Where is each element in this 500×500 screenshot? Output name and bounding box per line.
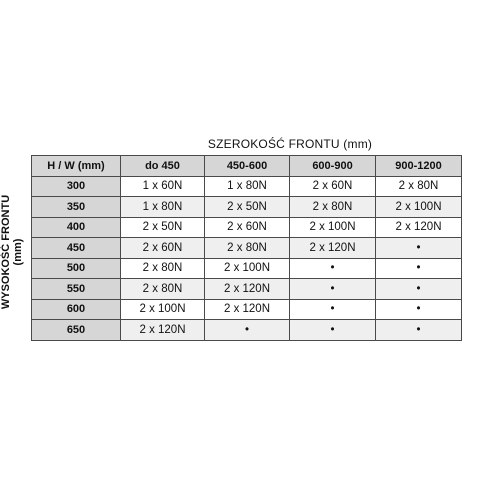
header-row [32,156,462,177]
table-cell: 2 x 100N [121,299,205,320]
table-row [32,258,462,279]
table-cell: 2 x 60N [290,176,376,197]
row-header: 600 [32,299,121,320]
table-row [32,299,462,320]
table-cell: • [376,320,462,341]
table-row [32,320,462,341]
table-cell: 2 x 60N [205,217,290,238]
table-row [32,197,462,218]
table-cell: • [376,279,462,300]
table-cell: • [376,238,462,259]
table-cell: 2 x 80N [376,176,462,197]
table-row [32,176,462,197]
table-cell: 2 x 100N [290,217,376,238]
column-header: 600-900 [290,156,376,177]
table-cell: 2 x 120N [290,238,376,259]
row-header: 650 [32,320,121,341]
table-cell: 2 x 100N [205,258,290,279]
table-cell: 1 x 60N [121,176,205,197]
row-axis-title: WYSOKOŚĆ FRONTU (mm) [0,194,24,310]
table-cell: 2 x 80N [290,197,376,218]
row-header: 400 [32,217,121,238]
table-cell: 2 x 120N [205,279,290,300]
table-cell: • [205,320,290,341]
table-cell: 2 x 120N [205,299,290,320]
table-cell: 2 x 50N [205,197,290,218]
column-axis-title: SZEROKOŚĆ FRONTU (mm) [207,137,373,151]
table-cell: 2 x 80N [205,238,290,259]
row-header: 500 [32,258,121,279]
corner-header: H / W (mm) [32,156,121,177]
table-cell: 2 x 50N [121,217,205,238]
table-cell: • [290,320,376,341]
table-cell: 2 x 60N [121,238,205,259]
table-cell: 1 x 80N [121,197,205,218]
column-header: do 450 [121,156,205,177]
table-cell: • [376,258,462,279]
table-cell: 2 x 100N [376,197,462,218]
row-header: 550 [32,279,121,300]
table-cell: • [290,279,376,300]
row-header: 300 [32,176,121,197]
row-header: 350 [32,197,121,218]
table-row [32,238,462,259]
table-cell: • [290,258,376,279]
table-cell: 2 x 80N [121,258,205,279]
table-cell: 2 x 120N [121,320,205,341]
row-header: 450 [32,238,121,259]
column-header: 450-600 [205,156,290,177]
spec-table [31,155,462,341]
table-row [32,279,462,300]
table-cell: 2 x 80N [121,279,205,300]
column-header: 900-1200 [376,156,462,177]
table-cell: 1 x 80N [205,176,290,197]
table-row [32,217,462,238]
table-cell: • [290,299,376,320]
table-cell: 2 x 120N [376,217,462,238]
table-cell: • [376,299,462,320]
